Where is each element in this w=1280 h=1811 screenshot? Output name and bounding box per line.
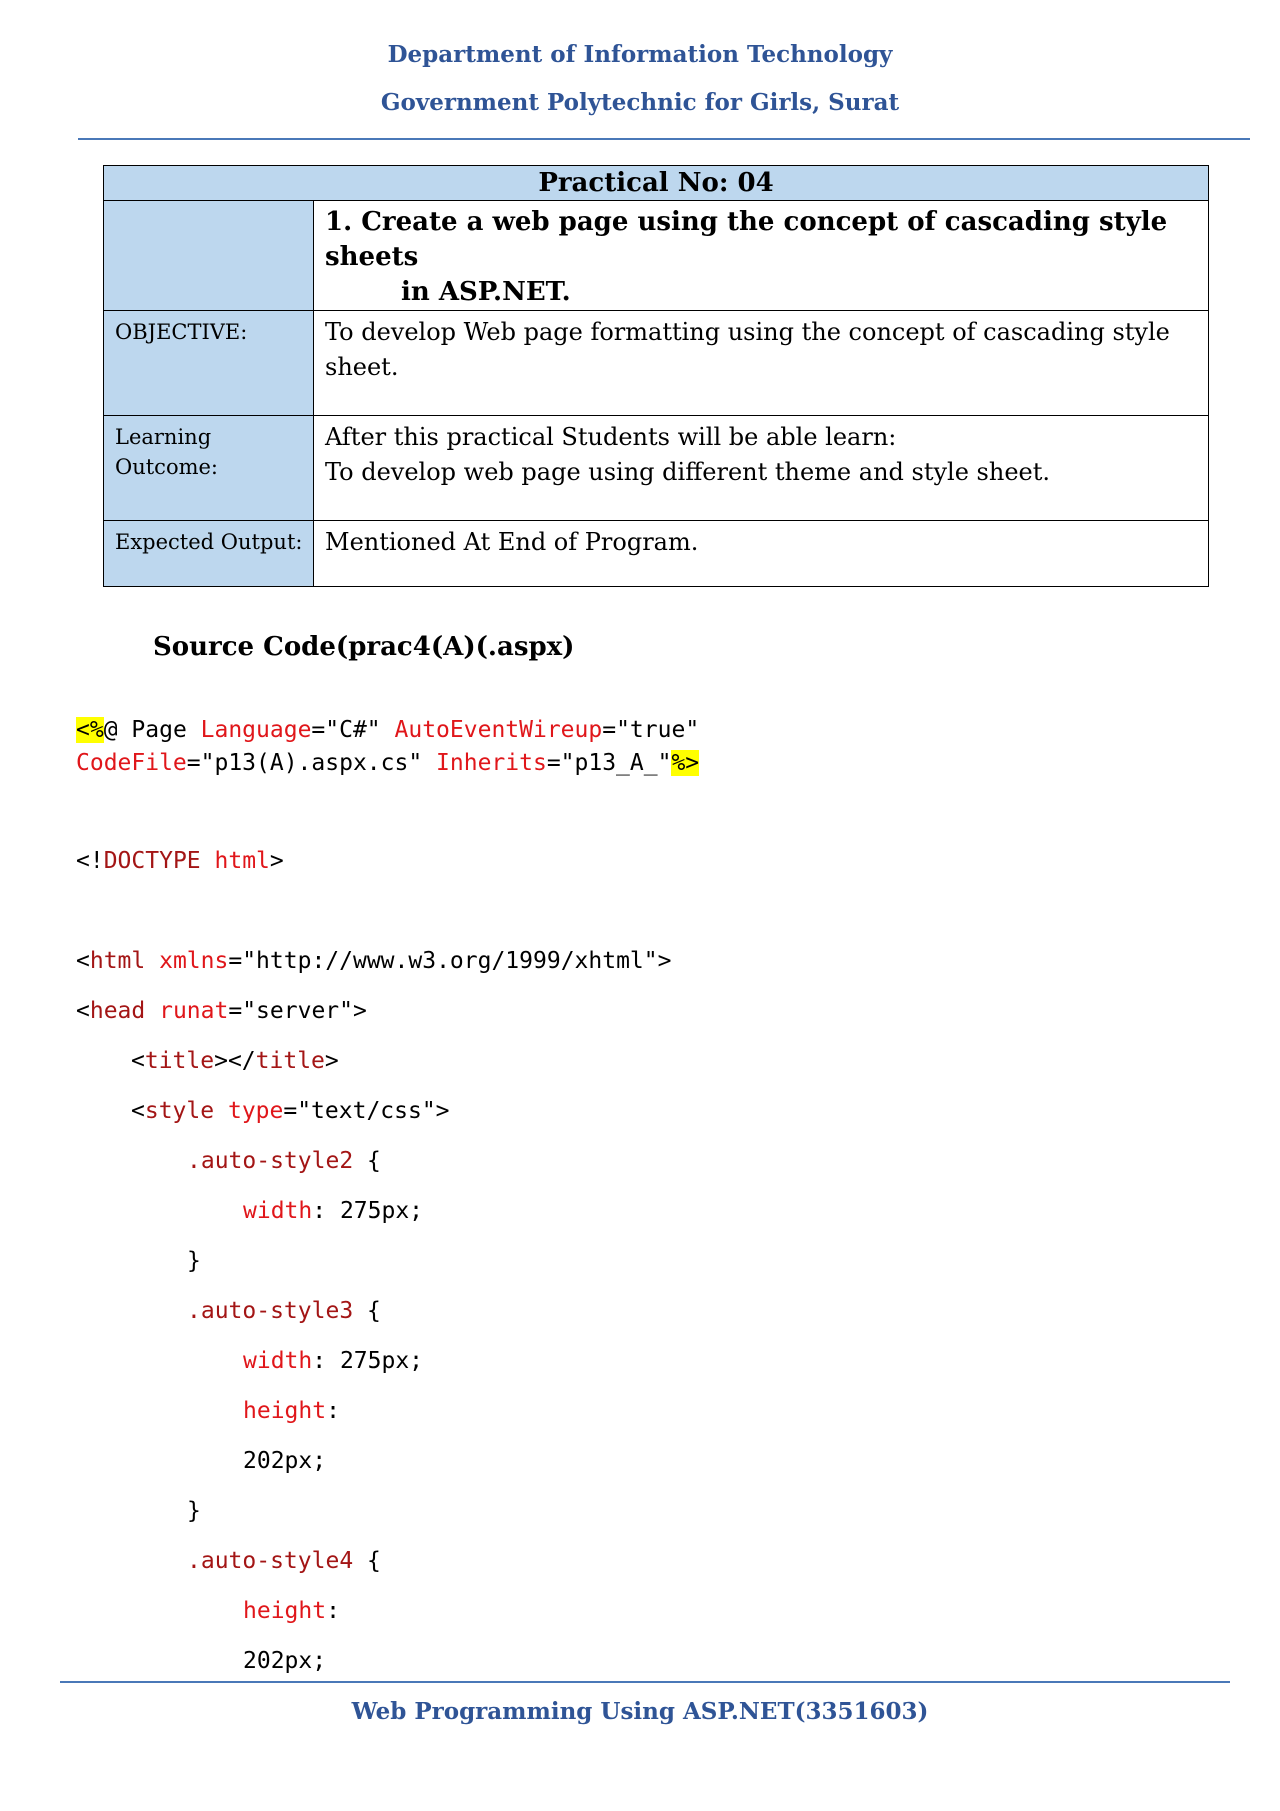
code-token: head — [89, 998, 146, 1024]
objective-text: To develop Web page formatting using the concept of cascading style sheet. — [314, 311, 1209, 416]
code-token — [214, 1098, 228, 1124]
code-token: title — [144, 1048, 215, 1074]
code-token: height — [243, 1598, 327, 1624]
objective-label: OBJECTIVE: — [104, 311, 314, 416]
code-token — [145, 998, 159, 1024]
code-token: ="p13(A).aspx.cs" — [186, 750, 437, 776]
code-line — [131, 1048, 339, 1074]
code-token: < — [131, 1098, 145, 1124]
code-line — [76, 948, 671, 974]
code-token: Language — [200, 717, 312, 743]
code-token: ="p13_A_" — [546, 750, 672, 776]
code-line: 202px; — [243, 1648, 327, 1674]
code-token: < — [76, 948, 90, 974]
expected-output-text: Mentioned At End of Program. — [314, 521, 1209, 587]
code-line — [243, 1398, 340, 1424]
code-token: %> — [671, 750, 700, 776]
code-line — [76, 998, 367, 1024]
code-token — [201, 848, 215, 874]
code-token: < — [131, 1048, 145, 1074]
code-token: ="http://www.w3.org/1999/xhtml"> — [228, 948, 672, 974]
code-line — [187, 1298, 381, 1324]
code-token: .auto-style4 — [187, 1548, 354, 1574]
code-line: } — [187, 1248, 201, 1274]
institute-heading: Government Polytechnic for Girls, Surat — [380, 89, 900, 116]
code-token: ="true" — [602, 717, 700, 743]
code-token: title — [255, 1048, 325, 1074]
code-line — [131, 1098, 450, 1124]
learning-outcome-cell — [314, 416, 1209, 521]
department-heading: Department of Information Technology — [387, 41, 893, 68]
code-line — [76, 750, 699, 776]
code-token: > — [324, 1048, 339, 1074]
code-token: style — [144, 1098, 215, 1124]
code-token: { — [353, 1298, 381, 1324]
aim-line1: Create a web page using the concept of cascading style sheets — [325, 207, 1168, 272]
code-token: AutoEventWireup — [394, 717, 603, 743]
code-token: ="server"> — [228, 998, 367, 1024]
footer-rule — [60, 1681, 1230, 1683]
code-token: xmlns — [159, 948, 229, 974]
code-line — [243, 1348, 423, 1374]
code-line — [76, 848, 284, 874]
code-token: ="C#" — [311, 717, 395, 743]
code-token: .auto-style3 — [187, 1298, 354, 1324]
code-line — [187, 1148, 381, 1174]
code-line — [243, 1598, 340, 1624]
code-line: 202px; — [243, 1448, 327, 1474]
code-token: html — [214, 848, 270, 874]
code-token: < — [76, 998, 90, 1024]
code-token: : — [326, 1398, 340, 1424]
learning-outcome-line2: To develop web page using different theme and style sheet. — [325, 458, 1051, 486]
learning-outcome-line1: After this practical Students will be able learn: — [325, 423, 897, 451]
course-footer: Web Programming Using ASP.NET(3351603) — [351, 1698, 929, 1725]
aim-label-cell — [104, 201, 314, 311]
code-token: type — [227, 1098, 284, 1124]
code-token: DOCTYPE — [103, 848, 201, 874]
code-line — [76, 717, 699, 743]
code-token: <! — [76, 848, 104, 874]
code-token: { — [353, 1148, 381, 1174]
code-token: width — [243, 1198, 313, 1224]
code-token: @ Page — [103, 717, 201, 743]
source-code-heading: Source Code(prac4(A)(.aspx) — [153, 632, 575, 662]
learning-outcome-label: Learning Outcome: — [104, 416, 314, 521]
code-token: height — [243, 1398, 327, 1424]
code-token: Inherits — [436, 750, 547, 776]
code-token: > — [269, 848, 284, 874]
code-token: : — [326, 1598, 340, 1624]
code-token: html — [89, 948, 146, 974]
code-token: runat — [159, 998, 229, 1024]
practical-title: Practical No: 04 — [104, 166, 1209, 201]
code-token: <% — [76, 717, 104, 743]
expected-output-label: Expected Output: — [104, 521, 314, 587]
aim-number: 1. — [325, 207, 353, 237]
code-line — [243, 1198, 423, 1224]
aim-line2: in ASP.NET. — [401, 277, 571, 307]
code-line: } — [187, 1498, 201, 1524]
practical-table — [103, 165, 1209, 587]
code-token: : 275px; — [312, 1348, 424, 1374]
code-token: { — [353, 1548, 381, 1574]
code-token: ="text/css"> — [283, 1098, 450, 1124]
aim-cell — [314, 201, 1209, 311]
code-token: .auto-style2 — [187, 1148, 354, 1174]
code-token — [145, 948, 159, 974]
header-rule — [78, 138, 1250, 140]
code-token: ></ — [214, 1048, 256, 1074]
code-token: CodeFile — [76, 750, 187, 776]
code-line — [187, 1548, 381, 1574]
code-token: width — [243, 1348, 313, 1374]
code-token: : 275px; — [312, 1198, 424, 1224]
